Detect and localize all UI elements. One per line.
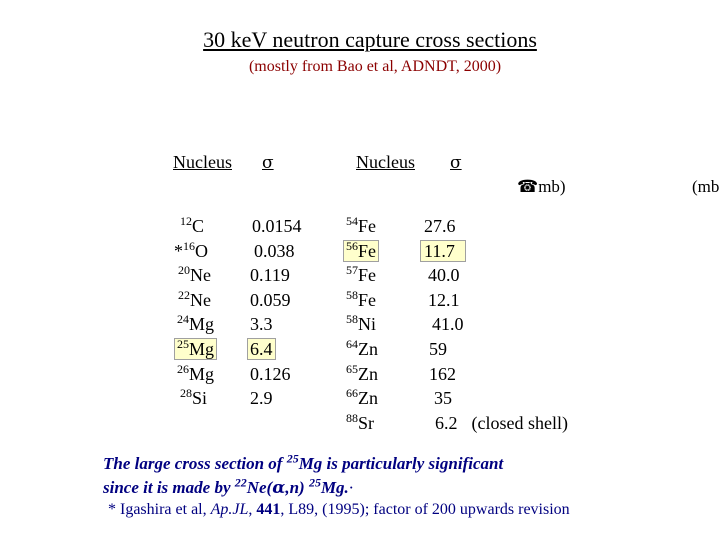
- units-label-clipped: (mb: [692, 177, 720, 196]
- right-nucleus-row: $^{58}$Fe: [346, 287, 376, 310]
- left-nucleus-row: $^{22}$Ne: [178, 287, 211, 310]
- right-sigma-value: 27.6: [424, 216, 456, 236]
- left-sigma-value: 0.0154: [252, 216, 302, 236]
- right-nucleus-row: $^{58}$Ni: [346, 312, 376, 335]
- left-nucleus-row: $^{24}$Mg: [176, 312, 214, 335]
- left-sigma-value: 3.3: [250, 314, 273, 335]
- right-sigma-value: 11.7: [421, 239, 568, 264]
- left-nucleus-row: $^{26}$Mg: [176, 361, 214, 384]
- closed-shell-note: (closed shell): [471, 412, 568, 433]
- right-nucleus-row: $^{66}$Zn: [346, 386, 378, 409]
- left-sigma-value: 2.9: [250, 388, 273, 409]
- header-sigma-left: σ: [262, 153, 274, 173]
- left-nucleus-column: [160, 214, 226, 411]
- footnote-journal: Ap.JL: [210, 501, 249, 518]
- right-sigma-value: 59: [429, 338, 447, 359]
- right-nucleus-row: $^{64}$Zn: [346, 336, 378, 359]
- footnote-volume: 441: [256, 501, 281, 518]
- left-nucleus-row: $^{20}$Ne: [178, 263, 211, 286]
- left-sigma-value: 0.038: [254, 240, 295, 261]
- right-nucleus-row: $^{56}$Fe: [346, 238, 376, 261]
- right-nucleus-row: $^{54}$Fe: [346, 214, 376, 236]
- right-sigma-column: [421, 214, 568, 435]
- left-nucleus-row: *$^{16}$O: [174, 238, 208, 261]
- highlight-note-line-2: since it is made by $^{22}$Ne(α,n) $^{25}$Mg.·: [103, 475, 354, 498]
- right-nucleus-column: [344, 214, 378, 435]
- highlight-note-line-1: The large cross section of $^{25}$Mg is particularly significant: [103, 451, 504, 473]
- left-sigma-value: 0.126: [250, 363, 291, 384]
- right-nucleus-row: $^{65}$Zn: [346, 361, 378, 384]
- right-nucleus-row: $^{57}$Fe: [346, 263, 376, 286]
- slide-title: 30 keV neutron capture cross sections: [203, 27, 537, 52]
- left-nucleus-row: $^{25}$Mg: [176, 336, 214, 359]
- right-sigma-value: 40.0: [428, 265, 460, 286]
- telephone-icon: ☎: [517, 177, 539, 196]
- left-sigma-value: 0.119: [250, 265, 290, 286]
- right-sigma-value: 162: [429, 363, 456, 384]
- units-mb: mb): [538, 177, 566, 196]
- left-sigma-value: 6.4: [250, 338, 273, 359]
- slide-subtitle: (mostly from Bao et al, ADNDT, 2000): [248, 58, 502, 75]
- right-sigma-value: 12.1: [428, 289, 460, 310]
- right-sigma-value: 41.0: [432, 314, 464, 335]
- left-nucleus-row: $^{12}$C: [179, 214, 204, 236]
- highlight-note: [103, 452, 503, 500]
- header-nucleus-left: Nucleus: [173, 152, 232, 172]
- right-sigma-value: 6.2 (closed shell): [435, 412, 568, 433]
- header-sigma-right: σ: [450, 153, 462, 173]
- left-nucleus-row: $^{28}$Si: [179, 386, 207, 409]
- header-nucleus-right: Nucleus: [356, 152, 415, 172]
- left-sigma-value: 0.059: [250, 289, 291, 310]
- right-sigma-value: 35: [434, 388, 452, 409]
- right-nucleus-row: $^{88}$Sr: [346, 410, 375, 433]
- footnote: * Igashira et al, Ap.JL, 441, L89, (1995); factor of 200 upwards revision: [108, 501, 570, 518]
- units-label: [517, 177, 566, 197]
- left-sigma-column: [248, 214, 302, 411]
